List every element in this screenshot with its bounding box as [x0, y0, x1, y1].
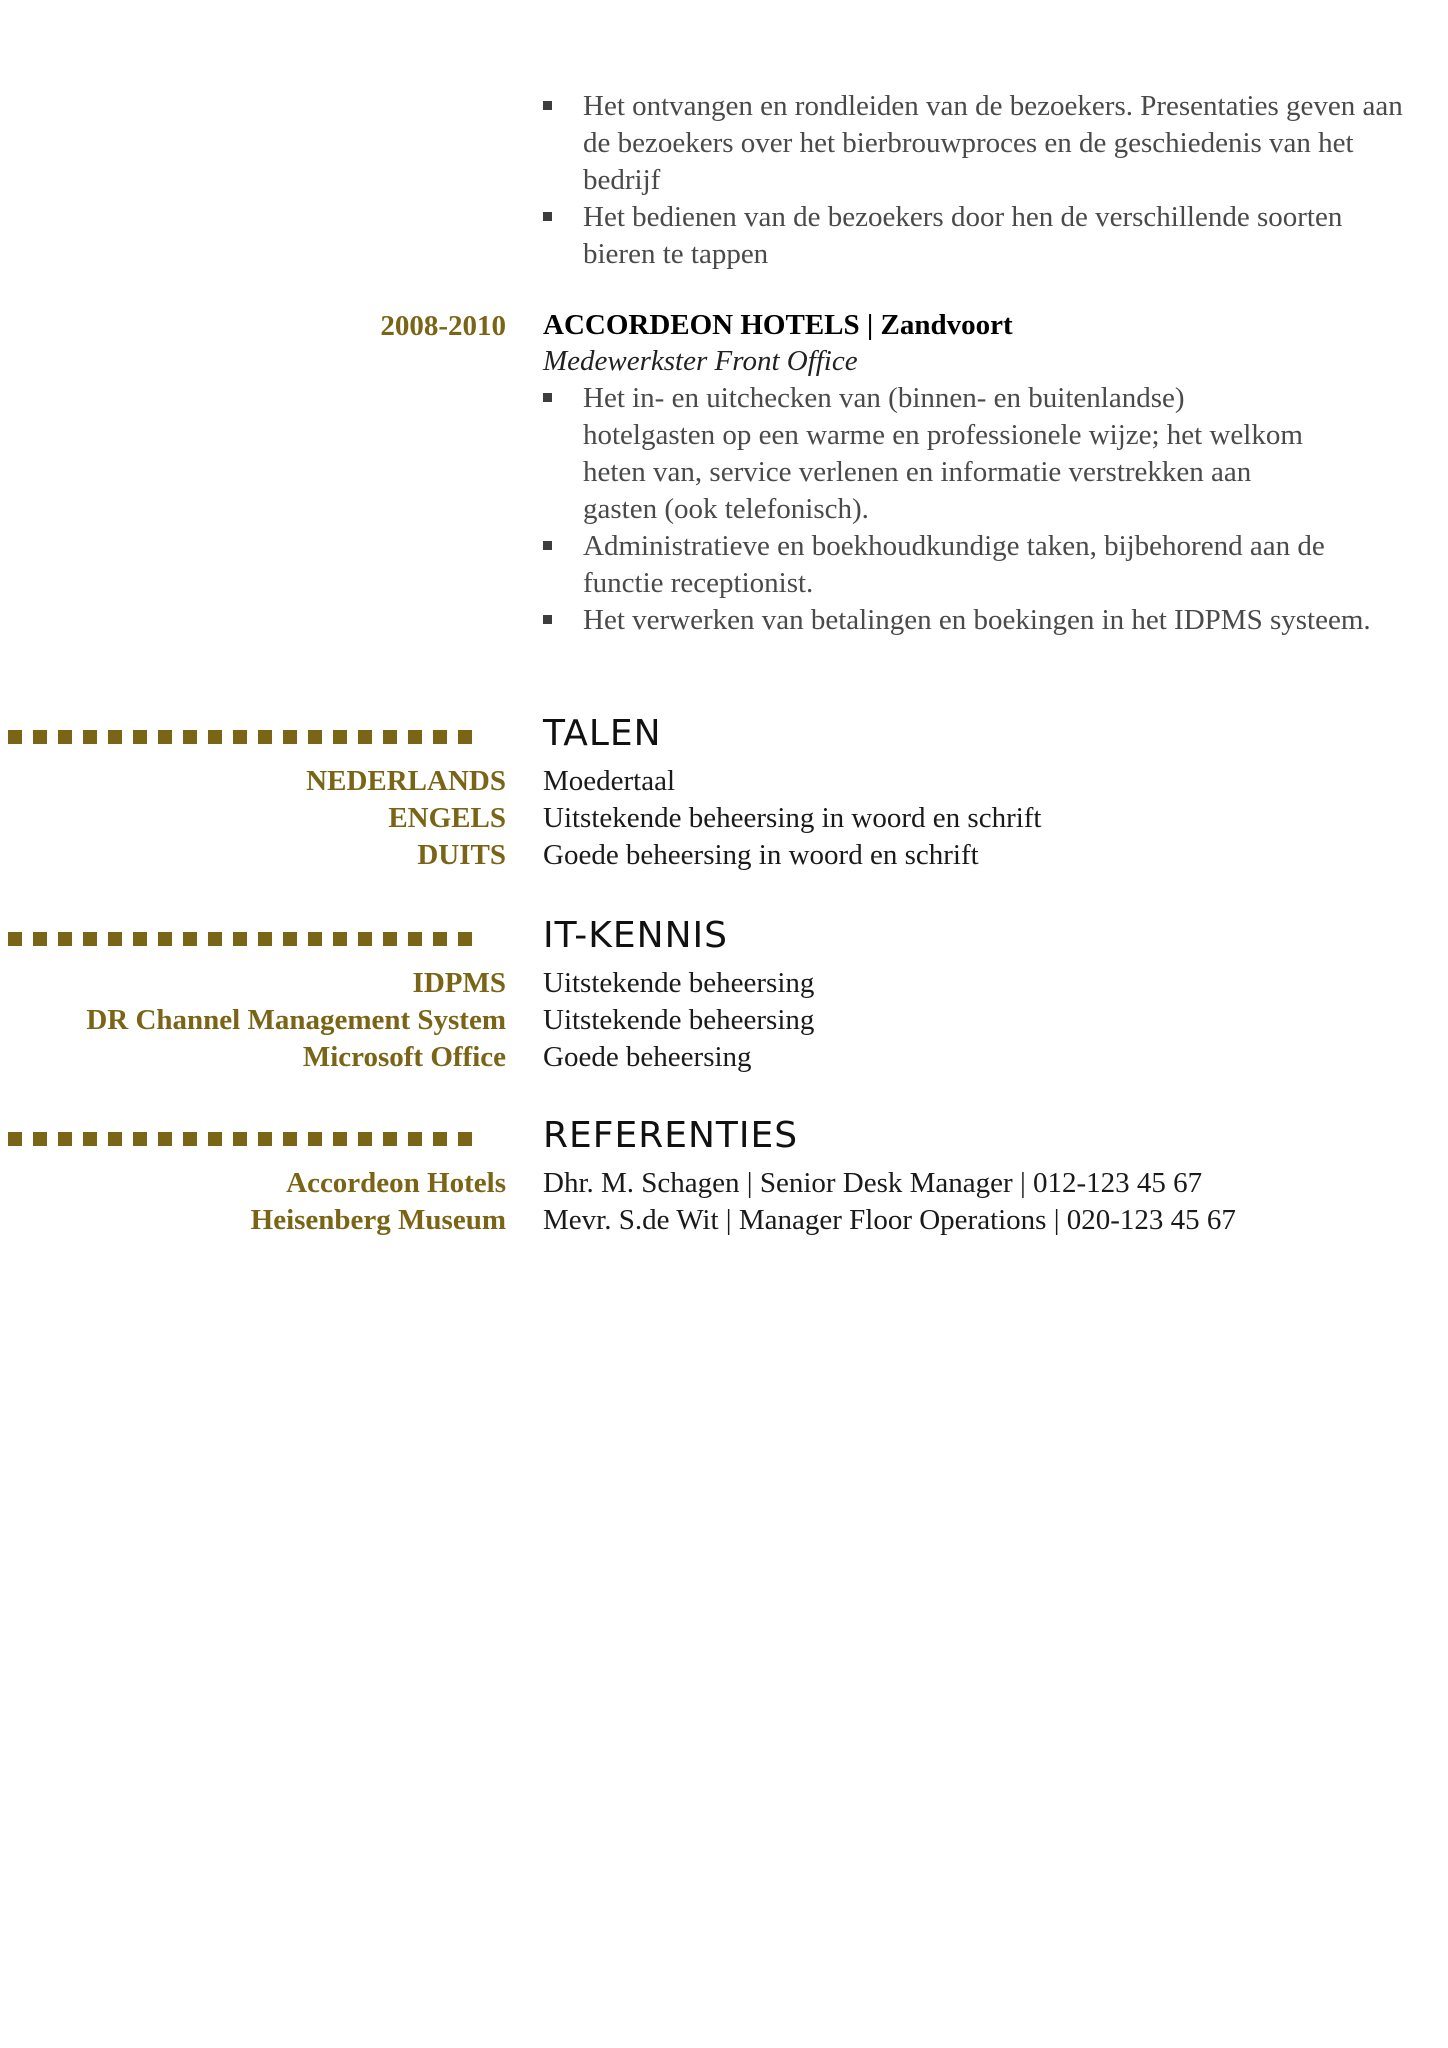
divider-square-icon [233, 1132, 247, 1146]
reference-contact: Dhr. M. Schagen | Senior Desk Manager | 012-123 45 67 [543, 1167, 1203, 1199]
referenties-list [0, 1165, 1448, 1239]
section-header-it-kennis [0, 912, 1448, 962]
divider-square-icon [433, 932, 447, 946]
divider-square-icon [383, 932, 397, 946]
square-bullet-icon [543, 541, 552, 550]
square-bullet-icon [543, 101, 552, 110]
job-period: 2008-2010 [380, 310, 506, 342]
divider-square-icon [108, 932, 122, 946]
list-item [0, 965, 1448, 1002]
section-title: IT-KENNIS [543, 915, 728, 956]
divider-square-icon [283, 730, 297, 744]
divider-square-icon [408, 730, 422, 744]
list-item [0, 1202, 1448, 1239]
reference-company: Heisenberg Museum [250, 1204, 506, 1236]
language-level: Moedertaal [543, 765, 676, 797]
skill-level: Uitstekende beheersing [543, 1004, 815, 1036]
reference-company: Accordeon Hotels [286, 1167, 506, 1199]
divider-square-icon [83, 730, 97, 744]
job-bullet-list [543, 380, 1403, 639]
divider-square-icon [283, 932, 297, 946]
section-title: REFERENTIES [543, 1115, 799, 1156]
divider-square-icon [233, 932, 247, 946]
list-item [543, 602, 1403, 639]
divider-square-icon [358, 1132, 372, 1146]
divider-square-icon [333, 1132, 347, 1146]
talen-list [0, 763, 1448, 874]
divider-square-icon [83, 1132, 97, 1146]
list-item [0, 1039, 1448, 1076]
software-name: IDPMS [412, 967, 506, 999]
divider-square-icon [208, 730, 222, 744]
divider-square-icon [383, 1132, 397, 1146]
square-bullet-icon [543, 212, 552, 221]
list-item [543, 528, 1403, 602]
divider-square-icon [433, 1132, 447, 1146]
language-name: DUITS [417, 839, 506, 871]
section-divider-dots [8, 932, 483, 950]
divider-square-icon [58, 932, 72, 946]
divider-square-icon [333, 932, 347, 946]
divider-square-icon [308, 1132, 322, 1146]
divider-square-icon [208, 932, 222, 946]
divider-square-icon [208, 1132, 222, 1146]
list-item [0, 763, 1448, 800]
divider-square-icon [133, 1132, 147, 1146]
language-name: ENGELS [388, 802, 506, 834]
divider-square-icon [108, 1132, 122, 1146]
skill-level: Uitstekende beheersing [543, 967, 815, 999]
divider-square-icon [133, 932, 147, 946]
job-role: Medewerkster Front Office [543, 345, 858, 377]
job-entry [543, 308, 1403, 639]
divider-square-icon [233, 730, 247, 744]
divider-square-icon [458, 730, 472, 744]
square-bullet-icon [543, 393, 552, 402]
divider-square-icon [358, 730, 372, 744]
language-name: NEDERLANDS [306, 765, 506, 797]
divider-square-icon [333, 730, 347, 744]
divider-square-icon [108, 730, 122, 744]
list-item [543, 380, 1313, 528]
list-item [0, 800, 1448, 837]
duty-text: Administratieve en boekhoudkundige taken, bijbehorend aan de functie receptionist. [583, 530, 1325, 599]
divider-square-icon [308, 730, 322, 744]
list-item [0, 1002, 1448, 1039]
divider-square-icon [258, 932, 272, 946]
prev-job-bullet-list [543, 88, 1403, 273]
divider-square-icon [58, 1132, 72, 1146]
duty-text: Het in- en uitchecken van (binnen- en buitenlandse) hotelgasten op een warme en professionele wijze; het welkom heten van, service verlenen en informatie verstrekken aan gasten (ook telefonisch). [583, 382, 1303, 525]
duty-text: Het ontvangen en rondleiden van de bezoekers. Presentaties geven aan de bezoekers over het bierbrouwproces en de geschiedenis van het bedrijf [583, 90, 1403, 196]
divider-square-icon [33, 932, 47, 946]
divider-square-icon [358, 932, 372, 946]
skill-level: Goede beheersing [543, 1041, 752, 1073]
divider-square-icon [308, 932, 322, 946]
list-item [0, 1165, 1448, 1202]
divider-square-icon [458, 1132, 472, 1146]
divider-square-icon [258, 730, 272, 744]
divider-square-icon [8, 730, 22, 744]
divider-square-icon [408, 932, 422, 946]
job-title: ACCORDEON HOTELS | Zandvoort [543, 309, 1013, 341]
divider-square-icon [383, 730, 397, 744]
list-item [543, 88, 1403, 199]
language-level: Goede beheersing in woord en schrift [543, 839, 979, 871]
divider-square-icon [408, 1132, 422, 1146]
divider-square-icon [158, 730, 172, 744]
divider-square-icon [8, 932, 22, 946]
section-title: TALEN [543, 713, 662, 754]
divider-square-icon [58, 730, 72, 744]
divider-square-icon [183, 730, 197, 744]
divider-square-icon [283, 1132, 297, 1146]
square-bullet-icon [543, 615, 552, 624]
section-divider-dots [8, 730, 483, 748]
divider-square-icon [458, 932, 472, 946]
divider-square-icon [8, 1132, 22, 1146]
divider-square-icon [158, 1132, 172, 1146]
duty-text: Het bedienen van de bezoekers door hen de verschillende soorten bieren te tappen [583, 201, 1343, 270]
divider-square-icon [258, 1132, 272, 1146]
divider-square-icon [433, 730, 447, 744]
it-list [0, 965, 1448, 1076]
software-name: DR Channel Management System [86, 1004, 506, 1036]
reference-contact: Mevr. S.de Wit | Manager Floor Operations | 020-123 45 67 [543, 1204, 1236, 1236]
section-header-talen [0, 710, 1448, 760]
divider-square-icon [33, 1132, 47, 1146]
divider-square-icon [33, 730, 47, 744]
prev-job-duties [543, 88, 1403, 273]
divider-square-icon [83, 932, 97, 946]
software-name: Microsoft Office [302, 1041, 506, 1073]
divider-square-icon [183, 932, 197, 946]
list-item [0, 837, 1448, 874]
section-header-referenties [0, 1112, 1448, 1162]
list-item [543, 199, 1403, 273]
divider-square-icon [183, 1132, 197, 1146]
language-level: Uitstekende beheersing in woord en schrift [543, 802, 1042, 834]
section-divider-dots [8, 1132, 483, 1150]
divider-square-icon [133, 730, 147, 744]
divider-square-icon [158, 932, 172, 946]
duty-text: Het verwerken van betalingen en boekingen in het IDPMS systeem. [583, 604, 1371, 636]
